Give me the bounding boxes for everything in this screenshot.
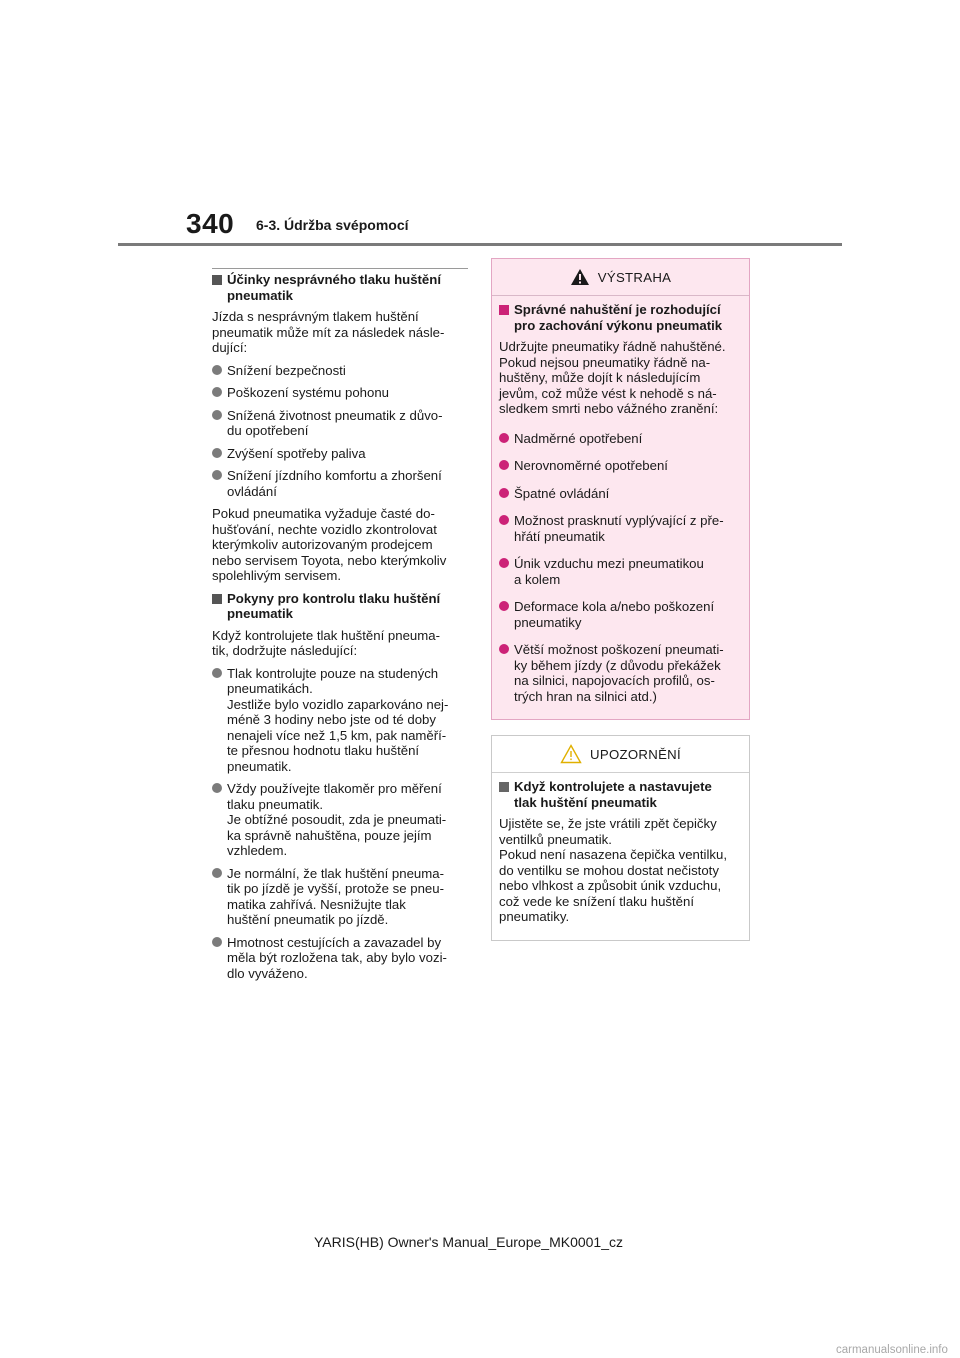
bullet-dot-icon xyxy=(499,644,509,654)
paragraph: Když kontrolujete tlak huštění pneuma- tik, dodržujte následující: xyxy=(212,627,440,658)
square-marker-icon xyxy=(212,594,222,604)
divider xyxy=(212,268,468,269)
square-marker-icon xyxy=(499,782,509,792)
bullet-dot-icon xyxy=(212,387,222,397)
paragraph: Ujistěte se, že jste vrátili zpět čepičky ventilků pneumatik. Pokud není nasazena čepička ventilku, do ventilku se mohou dostat nečistoty nebo vlhkost a způsobit únik vzduchu, což vede ke snížení tlaku huštění pneumatiky. xyxy=(499,816,727,924)
caution-header xyxy=(492,736,749,773)
left-column xyxy=(212,268,468,988)
caution-box xyxy=(491,735,750,941)
bullet-dot-icon xyxy=(212,868,222,878)
list-item: Nadměrné opotřebení xyxy=(499,431,742,447)
page-number: 340 xyxy=(186,208,235,239)
list-item: Špatné ovládání xyxy=(499,486,742,502)
list-item: Možnost prasknutí vyplývající z pře- hřátí pneumatik xyxy=(499,513,742,544)
bullet-dot-icon xyxy=(212,410,222,420)
bullet-dot-icon xyxy=(499,601,509,611)
caution-title: UPOZORNĚNÍ xyxy=(590,746,681,762)
caution-triangle-icon xyxy=(560,744,582,764)
bullet-dot-icon xyxy=(499,515,509,525)
list-item: Snížení bezpečnosti xyxy=(212,363,468,379)
footer-text: YARIS(HB) Owner's Manual_Europe_MK0001_cz xyxy=(314,1234,623,1250)
paragraph: Pokud pneumatika vyžaduje časté do- hušťování, nechte vozidlo zkontrolovat kterýmkoliv autorizovaným prodejcem nebo servisem Toyota, nebo kterýmkoliv spolehlivým servisem. xyxy=(212,506,447,583)
list-item: Zvýšení spotřeby paliva xyxy=(212,446,468,462)
header-rule xyxy=(118,243,842,246)
bullet-dot-icon xyxy=(499,460,509,470)
bullet-dot-icon xyxy=(212,448,222,458)
watermark: carmanualsonline.info xyxy=(836,1344,948,1356)
heading-tire-pressure-check: Pokyny pro kontrolu tlaku huštění pneumatik xyxy=(212,591,468,622)
bullet-dot-icon xyxy=(499,433,509,443)
list-item: Únik vzduchu mezi pneumatikou a kolem xyxy=(499,556,742,587)
list-item: Snížení jízdního komfortu a zhoršení ovládání xyxy=(212,468,468,499)
paragraph: Jízda s nesprávným tlakem huštění pneumatik může mít za následek násle- dující: xyxy=(212,309,445,355)
list-item: Poškození systému pohonu xyxy=(212,385,468,401)
list-item: Vždy používejte tlakoměr pro měření tlaku pneumatik. Je obtížné posoudit, zda je pneumati- ka správně nahuštěna, pouze jejím vzhledem. xyxy=(212,781,468,859)
right-column xyxy=(491,258,750,941)
list-item: Nerovnoměrné opotřebení xyxy=(499,458,742,474)
caution-heading: Když kontrolujete a nastavujete tlak huštění pneumatik xyxy=(499,779,742,810)
bullet-dot-icon xyxy=(212,470,222,480)
list-item: Deformace kola a/nebo poškození pneumatiky xyxy=(499,599,742,630)
bullet-dot-icon xyxy=(212,365,222,375)
bullet-dot-icon xyxy=(499,558,509,568)
bullet-dot-icon xyxy=(499,488,509,498)
warning-icon xyxy=(570,268,590,286)
list-item: Je normální, že tlak huštění pneuma- tik po jízdě je vyšší, protože se pneu- matika zahřívá. Nesnižujte tlak huštění pneumatik po jízdě. xyxy=(212,866,468,928)
bullet-dot-icon xyxy=(212,937,222,947)
section-title: 6-3. Údržba svépomocí xyxy=(256,217,409,233)
list-item: Hmotnost cestujících a zavazadel by měla být rozložena tak, aby bylo vozi- dlo vyváženo. xyxy=(212,935,468,982)
square-marker-icon xyxy=(212,275,222,285)
list-item: Snížená životnost pneumatik z důvo- du opotřebení xyxy=(212,408,468,439)
list-item: Větší možnost poškození pneumati- ky během jízdy (z důvodu překážek na silnici, napojovacích profilů, os- trých hran na silnici atd.) xyxy=(499,642,742,704)
list-item: Tlak kontrolujte pouze na studených pneumatikách. Jestliže bylo vozidlo zaparkováno nej- méně 3 hodiny nebo jste od té doby nenajeli více než 1,5 km, pak naměří- te přesnou hodnotu tlaku huštění pneumatik. xyxy=(212,666,468,775)
paragraph: Udržujte pneumatiky řádně nahuštěné. Pokud nejsou pneumatiky řádně na- huštěny, může dojít k následujícím jevům, což může vést k nehodě s ná- sledkem smrti nebo vážného zranění: xyxy=(499,339,726,416)
warning-header xyxy=(492,259,749,296)
bullet-dot-icon xyxy=(212,668,222,678)
warning-title: VÝSTRAHA xyxy=(597,269,672,285)
bullet-dot-icon xyxy=(212,783,222,793)
heading-tire-pressure-effects: Účinky nesprávného tlaku huštění pneumatik xyxy=(212,272,468,303)
warning-box xyxy=(491,258,750,720)
warning-heading: Správné nahuštění je rozhodující pro zachování výkonu pneumatik xyxy=(499,302,742,333)
square-marker-icon xyxy=(499,305,509,315)
